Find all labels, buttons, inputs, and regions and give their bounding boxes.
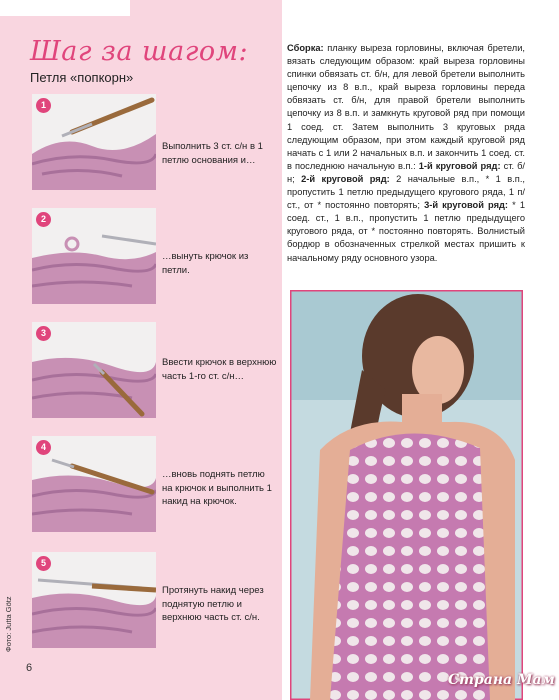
row-3-label: 3-й круговой ряд: [424,200,509,211]
step-number-badge: 2 [36,212,51,227]
section-heading: Шаг за шагом: [30,36,249,67]
step-caption: Протянуть накид через поднятую петлю и верхнюю часть ст. с/н. [162,585,264,623]
row-1-text: ст. б/н; [287,160,525,184]
photo-credit: Фото: Jutta Götz [4,596,13,652]
step-4-photo [32,436,156,532]
step-caption: …вынуть крючок из петли. [162,251,249,276]
corner-tab [0,0,130,16]
page-number: 6 [26,662,33,674]
step-number-badge: 4 [36,440,51,455]
article-paragraph: планку выреза горловины, включая бретели, вязать следующим образом: край выреза горловины спинки обвязать ст. б/н, для левой бретели выполнить цепочку из 8 в.п., край выреза горловины переда обвязать ст. б/н, для правой бретели выполнить цепочку из 8 в.п. и замкнуть круговой ряд при помощи 1 соед. ст. Затем выполнить 3 круговых ряда следующим образом, при этом каждый круговой ряд начать с 1 или 2 начальных в.п. и закончить 1 соед. ст. в последнюю начальную в.п.: [287,43,525,171]
step-2-photo [32,208,156,304]
step-number-badge: 5 [36,556,51,571]
step-number-badge: 1 [36,98,51,113]
row-2-text: 2 начальные в.п., * 1 в.п., пропустить 1 петлю предыдущего кругового ряда, 1 п/ст., от * постоянно повторять; [287,173,525,211]
step-5-photo [32,552,156,648]
row-2-label: 2-й круговой ряд: [301,173,390,184]
row-3-text: * 1 соед. ст., 1 в.п., пропустить 1 петлю предыдущего кругового ряда, от * постоянно повторять. Волнистый бордюр в обозначенных стрелкой местах пришить к начальному ряду основного узора. [287,200,525,263]
step-3-photo [32,322,156,418]
section-subheading: Петля «попкорн» [30,70,134,85]
step-caption: …вновь поднять петлю на крючок и выполнить 1 накид на крючок. [162,469,272,507]
article-text [287,42,525,265]
model-photo [290,290,523,700]
watermark: Страна Мам [448,672,555,688]
step-caption: Выполнить 3 ст. с/н в 1 петлю основания и… [162,141,263,166]
article-lead: Сборка: [287,43,324,53]
row-1-label: 1-й круговой ряд: [418,160,501,171]
step-caption: Ввести крючок в верхнюю часть 1-го ст. с/н… [162,357,277,382]
step-number-badge: 3 [36,326,51,341]
step-1-photo [32,94,156,190]
